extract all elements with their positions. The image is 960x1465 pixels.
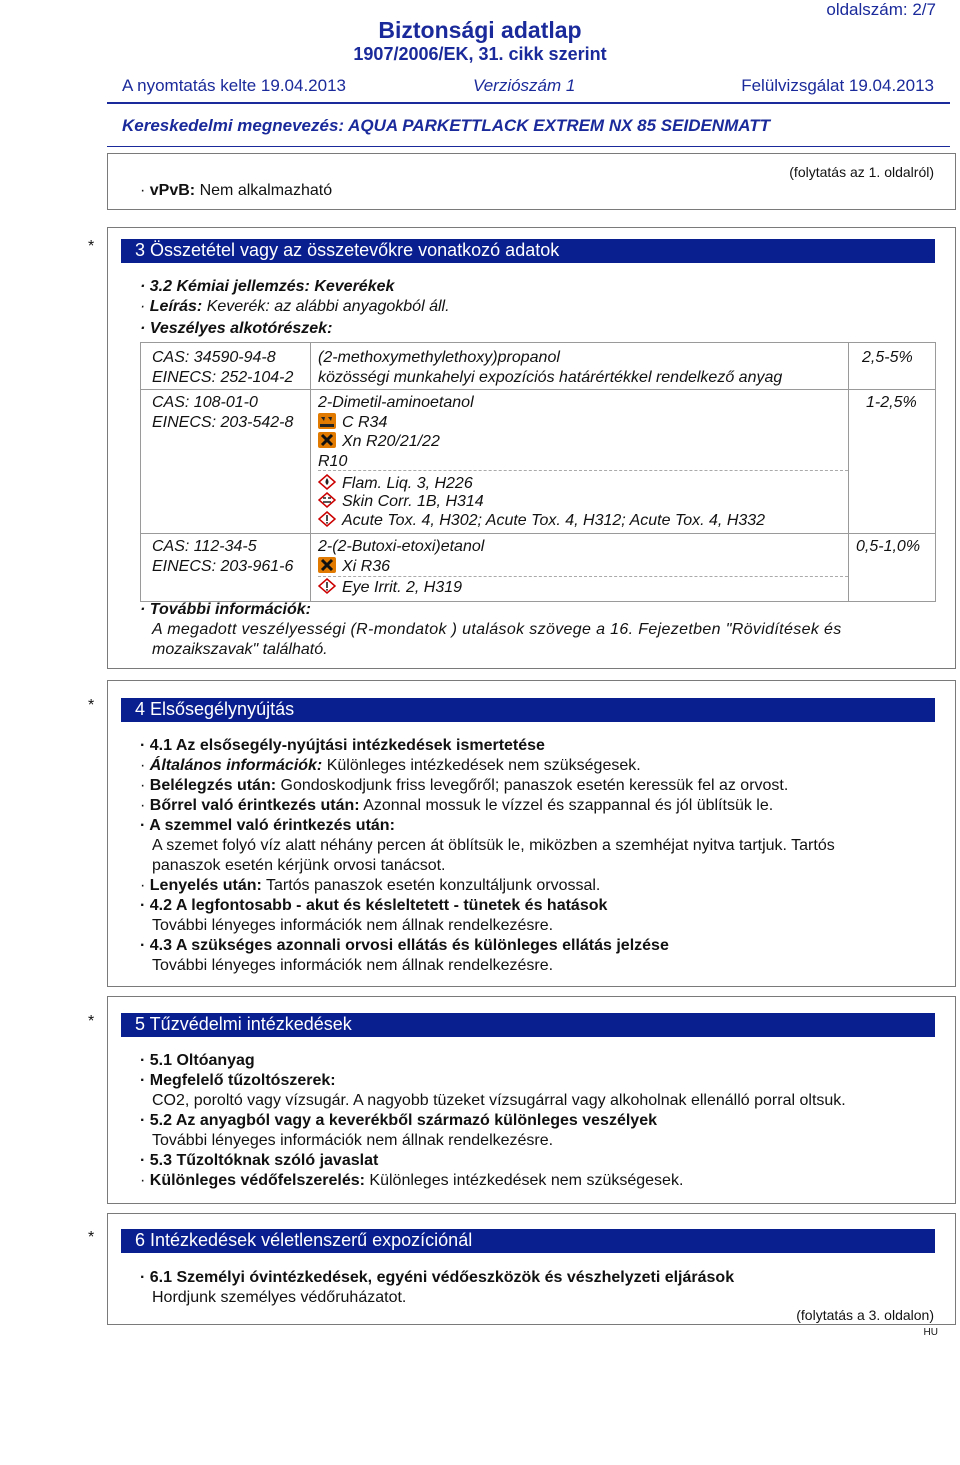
row3-dash bbox=[318, 576, 848, 577]
s4-symptoms-text: További lényeges információk nem állnak rendelkezésre. bbox=[152, 917, 554, 934]
row3-xi-r36 bbox=[318, 557, 390, 577]
s3-further-info-text-1: A megadott veszélyességi (R-mondatok ) utalások szövege a 16. Fejezetben "Rövidítések és bbox=[152, 621, 842, 638]
header-rule bbox=[107, 102, 950, 104]
document-subtitle: 1907/2006/EK, 31. cikk szerint bbox=[353, 44, 607, 64]
section4-title: 4 Elsősegélynyújtás bbox=[121, 698, 935, 722]
row1-cas: CAS: 34590-94-8 bbox=[152, 349, 276, 366]
corrosive-icon bbox=[318, 413, 336, 429]
section4-change-marker: * bbox=[88, 697, 95, 714]
row2-r10: R10 bbox=[318, 453, 348, 470]
row2-name: 2-Dimetil-aminoetanol bbox=[318, 394, 474, 411]
row3-concentration: 0,5-1,0% bbox=[856, 538, 921, 555]
row2-c-r34-text: C R34 bbox=[342, 414, 388, 431]
s4-eye-contact-label: · A szemmel való érintkezés után: bbox=[140, 816, 395, 836]
corrosion-diamond-icon bbox=[318, 492, 336, 508]
section5-title: 5 Tűzvédelmi intézkedések bbox=[121, 1013, 935, 1037]
row3-eye-text: Eye Irrit. 2, H319 bbox=[342, 579, 463, 596]
language-code: HU bbox=[923, 1327, 938, 1338]
row2-cas: CAS: 108-01-0 bbox=[152, 394, 258, 411]
section6-title: 6 Intézkedések véletlenszerű expozíciónál bbox=[121, 1229, 935, 1253]
table-divider-1 bbox=[310, 342, 311, 602]
vpvb-label: vPvB: bbox=[149, 182, 196, 199]
row3-eye bbox=[318, 578, 462, 598]
row2-acute-text: Acute Tox. 4, H302; Acute Tox. 4, H312; Acute Tox. 4, H332 bbox=[342, 512, 766, 529]
row3-xi-r36-text: Xi R36 bbox=[342, 558, 391, 575]
row1-einecs: EINECS: 252-104-2 bbox=[152, 369, 294, 386]
s4-ingestion bbox=[140, 876, 600, 896]
row3-cas: CAS: 112-34-5 bbox=[152, 538, 257, 555]
trade-name: Kereskedelmi megnevezés: AQUA PARKETTLACK EXTREM NX 85 SEIDENMATT bbox=[122, 116, 771, 135]
s6-personal-precautions-text: Hordjunk személyes védőruházatot. bbox=[152, 1289, 407, 1306]
s5-special-hazards: · 5.2 Az anyagból vagy a keverékből származó különleges veszélyek bbox=[140, 1111, 657, 1131]
table-row-rule-2 bbox=[140, 533, 936, 534]
row2-xn-r bbox=[318, 432, 440, 452]
row1-note: közösségi munkahelyi expozíciós határértékkel rendelkező anyag bbox=[318, 369, 783, 386]
s4-eye-contact-text-2: panaszok esetén kérjünk orvosi tanácsot. bbox=[152, 857, 446, 874]
s4-ingestion-value: Tartós panaszok esetén konzultáljunk orvossal. bbox=[265, 877, 601, 894]
s3-further-info-text-2: mozaikszavak" található. bbox=[152, 641, 328, 658]
row2-acute bbox=[318, 511, 765, 531]
print-date: A nyomtatás kelte 19.04.2013 bbox=[122, 76, 346, 95]
version: Verziószám 1 bbox=[473, 76, 576, 95]
row2-skin bbox=[318, 492, 484, 512]
s5-firefighter-advice: · 5.3 Tűzoltóknak szóló javaslat bbox=[140, 1151, 378, 1171]
row2-skin-text: Skin Corr. 1B, H314 bbox=[342, 493, 484, 510]
s5-extinguishing-media: · 5.1 Oltóanyag bbox=[140, 1051, 255, 1071]
s3-description-value: Keverék: az alábbi anyagokból áll. bbox=[206, 298, 450, 315]
vpvb-line bbox=[140, 181, 332, 201]
section3-change-marker: * bbox=[88, 238, 95, 255]
harmful-cross-icon bbox=[318, 432, 336, 448]
row1-concentration: 2,5-5% bbox=[862, 349, 913, 366]
s5-protective-equipment bbox=[140, 1171, 683, 1191]
flame-icon bbox=[318, 474, 336, 490]
s5-suitable-agents-label: · Megfelelő tűzoltószerek: bbox=[140, 1071, 336, 1091]
s4-inhalation-label: Belélegzés után: bbox=[149, 777, 277, 794]
row3-einecs: EINECS: 203-961-6 bbox=[152, 558, 294, 575]
page-number: oldalszám: 2/7 bbox=[826, 0, 936, 19]
section5-change-marker: * bbox=[88, 1013, 95, 1030]
continued-from: (folytatás az 1. oldalról) bbox=[789, 164, 934, 180]
row2-dash-1 bbox=[318, 470, 848, 471]
vpvb-value: Nem alkalmazható bbox=[199, 182, 333, 199]
row2-concentration: 1-2,5% bbox=[866, 394, 917, 411]
exclamation-icon bbox=[318, 511, 336, 527]
row2-einecs: EINECS: 203-542-8 bbox=[152, 414, 294, 431]
s4-first-aid-measures: · 4.1 Az elsősegély-nyújtási intézkedések ismertetése bbox=[140, 736, 545, 756]
section3-title: 3 Összetétel vagy az összetevőkre vonatkozó adatok bbox=[121, 239, 935, 263]
s3-description-label: Leírás: bbox=[149, 298, 203, 315]
continued-on: (folytatás a 3. oldalon) bbox=[796, 1307, 934, 1323]
s4-inhalation bbox=[140, 776, 788, 796]
row2-xn-r-text: Xn R20/21/22 bbox=[342, 433, 440, 450]
s4-ingestion-label: Lenyelés után: bbox=[149, 877, 262, 894]
row2-flam-text: Flam. Liq. 3, H226 bbox=[342, 475, 473, 492]
s5-protective-equipment-value: Különleges intézkedések nem szükségesek. bbox=[369, 1172, 684, 1189]
exclamation-icon-2 bbox=[318, 578, 336, 594]
s5-special-hazards-text: További lényeges információk nem állnak rendelkezésre. bbox=[152, 1132, 554, 1149]
table-row-rule-1 bbox=[140, 389, 936, 390]
s5-protective-equipment-label: Különleges védőfelszerelés: bbox=[149, 1172, 365, 1189]
irritant-cross-icon bbox=[318, 557, 336, 573]
s5-suitable-agents-text: CO2, poroltó vagy vízsugár. A nagyobb tüzeket vízsugárral vagy alkoholnak ellenálló porral oltsuk. bbox=[152, 1092, 846, 1109]
s3-chemical-characterization: · 3.2 Kémiai jellemzés: Keverékek bbox=[140, 277, 394, 297]
s3-hazardous-components: · Veszélyes alkotórészek: bbox=[140, 319, 332, 339]
row2-c-r34 bbox=[318, 413, 387, 433]
revision-date: Felülvizsgálat 19.04.2013 bbox=[741, 76, 934, 95]
s4-skin-contact-value: Azonnal mossuk le vízzel és szappannal és jól üblítsük le. bbox=[363, 797, 774, 814]
s6-personal-precautions: · 6.1 Személyi óvintézkedések, egyéni védőeszközök és vészhelyzeti eljárások bbox=[140, 1268, 734, 1288]
document-title: Biztonsági adatlap bbox=[378, 17, 582, 43]
s4-general-value: Különleges intézkedések nem szükségesek. bbox=[326, 757, 641, 774]
s4-general-label: Általános információk: bbox=[149, 757, 323, 774]
row3-name: 2-(2-Butoxi-etoxi)etanol bbox=[318, 538, 485, 555]
trade-name-rule bbox=[107, 146, 950, 147]
table-divider-2 bbox=[848, 342, 849, 602]
s3-description bbox=[140, 297, 450, 317]
row2-flam bbox=[318, 474, 473, 494]
s4-skin-contact bbox=[140, 796, 773, 816]
s4-general bbox=[140, 756, 641, 776]
s4-eye-contact-text-1: A szemet folyó víz alatt néhány percen át öblítsük le, miközben a szemhéjat nyitva tartjuk. Tartós bbox=[152, 837, 835, 854]
s4-skin-contact-label: Bőrrel való érintkezés után: bbox=[149, 797, 360, 814]
s3-further-info-label: · További információk: bbox=[140, 600, 311, 620]
row1-name: (2-methoxymethylethoxy)propanol bbox=[318, 349, 560, 366]
s4-symptoms: · 4.2 A legfontosabb - akut és késleltetett - tünetek és hatások bbox=[140, 896, 607, 916]
s4-medical-attention-text: További lényeges információk nem állnak rendelkezésre. bbox=[152, 957, 554, 974]
s4-inhalation-value: Gondoskodjunk friss levegőről; panaszok esetén keressük fel az orvost. bbox=[280, 777, 789, 794]
s4-medical-attention: · 4.3 A szükséges azonnali orvosi ellátás és különleges ellátás jelzése bbox=[140, 936, 669, 956]
section6-change-marker: * bbox=[88, 1229, 95, 1246]
